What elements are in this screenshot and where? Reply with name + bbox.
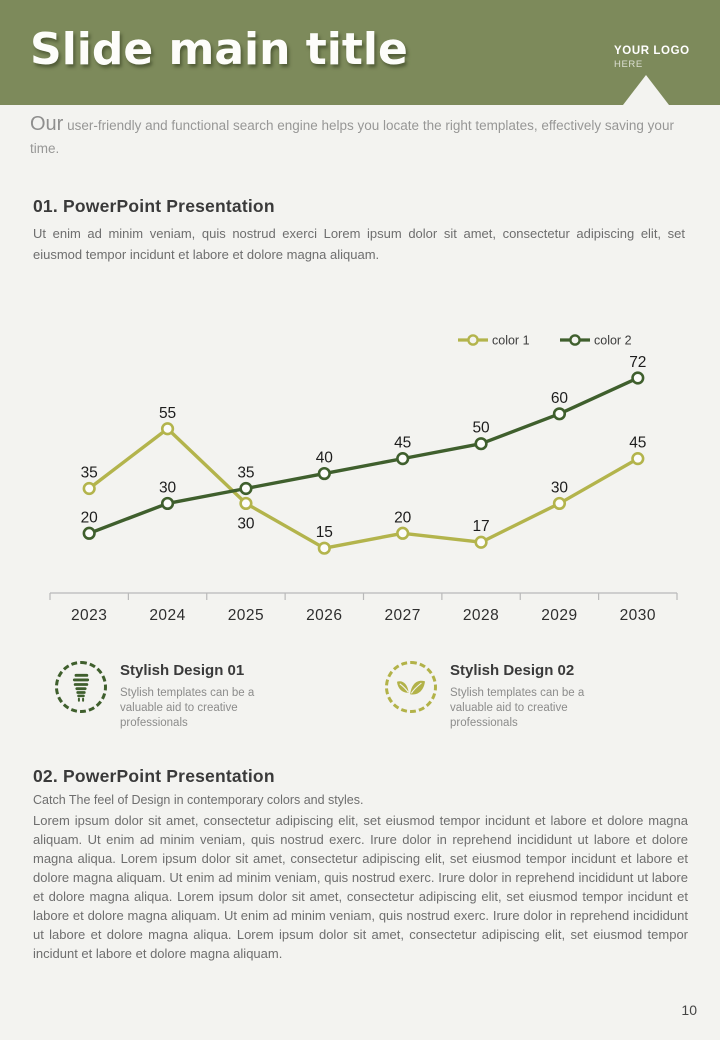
data-point bbox=[162, 423, 173, 434]
section-01-heading: 01. PowerPoint Presentation bbox=[33, 196, 275, 216]
data-label: 55 bbox=[158, 404, 177, 422]
feature-1-title: Stylish Design 01 bbox=[120, 662, 245, 679]
logo-line2: HERE bbox=[614, 59, 643, 70]
intro-rest: user-friendly and functional search engine helps you locate the right templates, effectively saving your time. bbox=[30, 118, 674, 156]
feature-2-text: Stylish templates can be a valuable aid to creative professionals bbox=[450, 687, 585, 729]
x-axis-label: 2030 bbox=[619, 607, 657, 624]
section-01-body: Ut enim ad minim veniam, quis nostrud exerci Lorem ipsum dolor sit amet, consectetur adipiscing elit, set eiusmod tempor incidunt et labore et dolore magna aliquam. bbox=[33, 226, 685, 262]
data-point bbox=[476, 438, 487, 449]
data-label: 20 bbox=[394, 509, 412, 527]
data-label: 40 bbox=[315, 449, 333, 467]
data-label: 60 bbox=[550, 389, 569, 407]
data-label: 30 bbox=[237, 515, 255, 533]
page-title: Slide main title bbox=[30, 24, 408, 75]
data-point bbox=[476, 537, 487, 548]
data-label: 72 bbox=[629, 354, 647, 371]
legend-marker-circle bbox=[468, 335, 477, 344]
feature-2-circle bbox=[385, 661, 437, 713]
data-point bbox=[319, 468, 330, 479]
feature-2-title: Stylish Design 02 bbox=[450, 662, 575, 679]
feature-item-1 bbox=[55, 659, 355, 731]
legend-marker-circle bbox=[570, 335, 579, 344]
section-02-subheading: Catch The feel of Design in contemporary colors and styles. bbox=[33, 793, 364, 807]
data-point bbox=[84, 483, 95, 494]
feature-1-circle bbox=[55, 661, 107, 713]
data-label: 15 bbox=[315, 524, 333, 542]
data-point bbox=[319, 543, 330, 554]
data-label: 35 bbox=[237, 464, 255, 482]
data-label: 20 bbox=[80, 509, 98, 527]
page-number: 10 bbox=[681, 1002, 697, 1018]
data-label: 45 bbox=[629, 434, 647, 452]
feature-item-2 bbox=[385, 659, 685, 731]
data-label: 17 bbox=[472, 518, 490, 536]
x-axis-label: 2024 bbox=[149, 607, 186, 624]
section-02-body: Lorem ipsum dolor sit amet, consectetur adipiscing elit, set eiusmod tempor incidunt et labore et dolore magna aliquam. Ut enim ad minim veniam, quis nostrud exerc. Irure dolor in reprehend incididunt ut labore et dolore magna aliqua. Lorem ipsum dolor sit amet, consectetur adipiscing elit, set eiusmod tempor incidunt et labore et dolore magna aliquam. Ut enim ad minim veniam, quis nostrud exerc. Irure dolor in reprehend incididunt ut labore et dolore magna aliqua. Lorem ipsum dolor sit amet, consectetur adipiscing elit, set eiusmod tempor incidunt et labore et dolore magna aliquam. Ut enim ad minim veniam, quis nostrud exerc. Irure dolor in reprehend incididunt ut labore et dolore magna aliqua. Lorem ipsum dolor sit amet, consectetur adipiscing elit, set eiusmod tempor incidunt et labore et dolore magna aliquam. bbox=[33, 813, 688, 961]
logo bbox=[614, 45, 690, 70]
line-chart bbox=[40, 325, 700, 627]
header-notch-triangle bbox=[623, 75, 669, 105]
data-label: 30 bbox=[550, 479, 569, 497]
feature-1-text: Stylish templates can be a valuable aid to creative professionals bbox=[120, 687, 255, 729]
x-axis-label: 2025 bbox=[227, 607, 265, 624]
legend-label: color 2 bbox=[594, 333, 632, 348]
feature-2-body bbox=[450, 662, 685, 731]
section-02-heading: 02. PowerPoint Presentation bbox=[33, 766, 275, 786]
data-point bbox=[397, 453, 408, 464]
data-point bbox=[633, 453, 644, 464]
legend-label: color 1 bbox=[492, 333, 530, 348]
x-axis-label: 2028 bbox=[462, 607, 500, 624]
data-point bbox=[554, 409, 565, 420]
data-point bbox=[162, 498, 173, 509]
data-label: 30 bbox=[158, 479, 177, 497]
x-axis-label: 2027 bbox=[384, 607, 421, 624]
data-label: 50 bbox=[472, 419, 490, 437]
x-axis-label: 2023 bbox=[70, 607, 108, 624]
legend-item bbox=[458, 334, 530, 348]
intro-text bbox=[30, 113, 692, 160]
data-point bbox=[633, 373, 644, 384]
data-point bbox=[241, 483, 252, 494]
cfl-bulb-icon bbox=[66, 671, 96, 703]
data-point bbox=[241, 498, 252, 509]
data-point bbox=[84, 528, 95, 539]
x-axis-label: 2029 bbox=[541, 607, 578, 624]
feature-1-body bbox=[120, 662, 355, 731]
header-banner bbox=[0, 0, 720, 105]
data-label: 35 bbox=[80, 464, 98, 482]
data-point bbox=[397, 528, 408, 539]
logo-line1: YOUR LOGO bbox=[614, 45, 690, 57]
leaves-icon bbox=[395, 673, 427, 701]
intro-lead: Our bbox=[30, 113, 64, 135]
line-chart-svg bbox=[40, 325, 700, 627]
data-label: 45 bbox=[394, 434, 412, 452]
legend-item bbox=[560, 334, 632, 348]
x-axis-label: 2026 bbox=[306, 607, 343, 624]
data-point bbox=[554, 498, 565, 509]
